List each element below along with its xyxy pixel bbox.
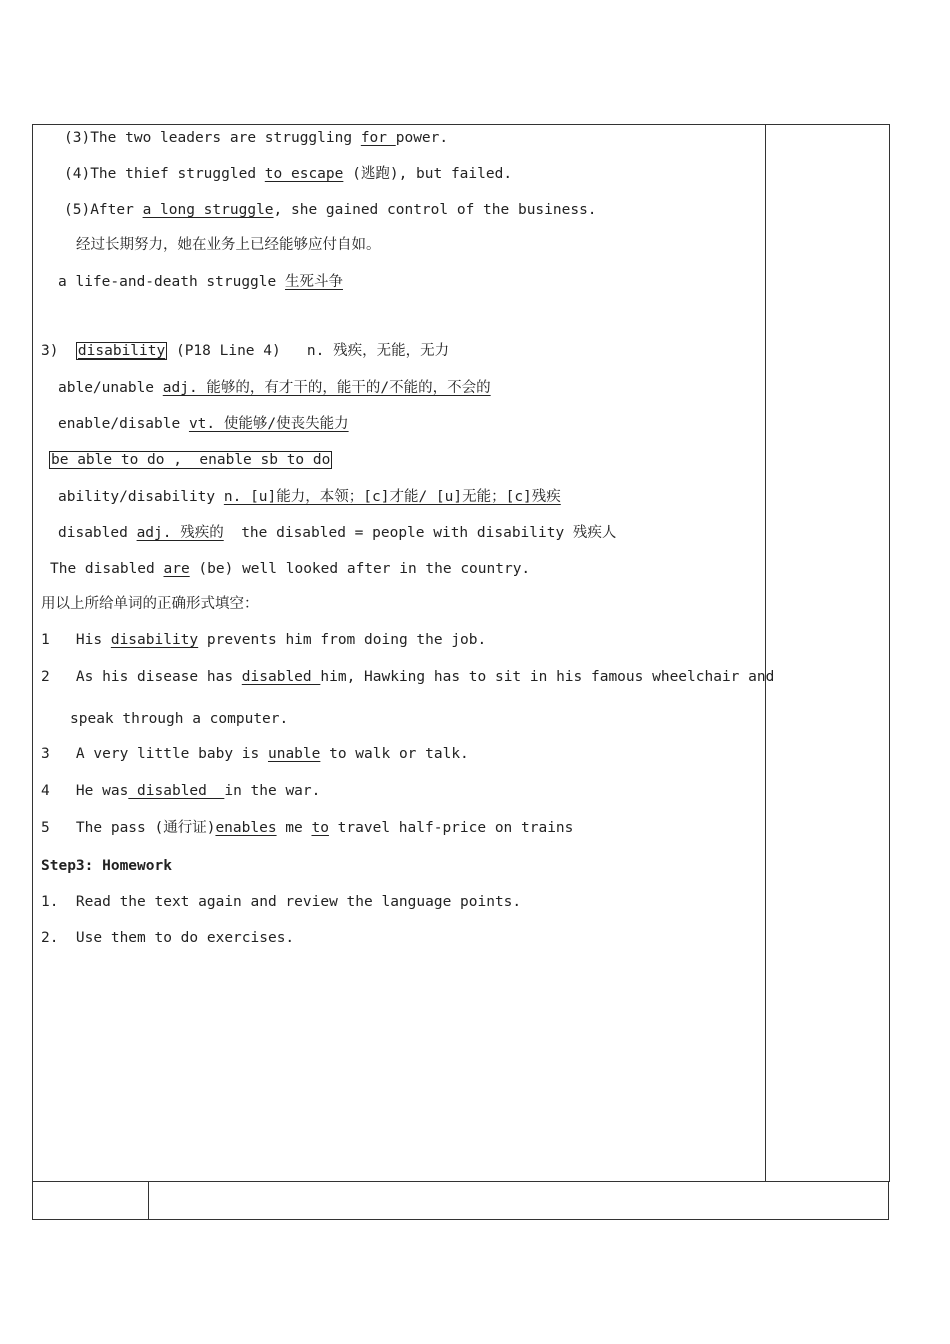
exercise-item-2: 2 As his disease has disabled him, Hawking has to sit in his famous wheelchair and <box>41 669 775 685</box>
exercise-item-1: 1 His disability prevents him from doing the job. <box>41 632 487 648</box>
side-notes-cell <box>765 124 890 1182</box>
exercise-item-5: 5 The pass (通行证)enables me to travel half-price on trains <box>41 820 574 836</box>
homework-item-2: 2. Use them to do exercises. <box>41 930 295 946</box>
disabled-line: disabled adj. 残疾的 the disabled = people with disability 残疾人 <box>58 525 617 541</box>
exercise-instruction: 用以上所给单词的正确形式填空： <box>41 596 259 612</box>
example-sentence-5-translation: 经过长期努力，她在业务上已经能够应付自如。 <box>76 237 381 253</box>
step3-heading: Step3: Homework <box>41 858 172 874</box>
footer-right-cell <box>147 1181 889 1220</box>
example-sentence-4: (4)The thief struggled to escape (逃跑), but failed. <box>64 166 513 182</box>
example-sentence-3: (3)The two leaders are struggling for power. <box>64 130 449 146</box>
footer-left-cell <box>32 1181 149 1220</box>
ability-disability-line: ability/disability n. [u]能力，本领；[c]才能/ [u]无能；[c]残疾 <box>58 489 561 505</box>
life-and-death-phrase: a life-and-death struggle 生死斗争 <box>58 274 343 290</box>
the-disabled-sentence: The disabled are (be) well looked after in the country. <box>50 561 531 577</box>
exercise-item-2-continued: speak through a computer. <box>70 711 289 727</box>
example-sentence-5: (5)After a long struggle, she gained control of the business. <box>64 202 597 218</box>
exercise-item-4: 4 He was disabled in the war. <box>41 783 321 799</box>
vocab-heading-disability: 3) disability (P18 Line 4) n. 残疾，无能，无力 <box>41 343 450 359</box>
exercise-item-3: 3 A very little baby is unable to walk or talk. <box>41 746 469 762</box>
phrase-box: be able to do , enable sb to do <box>51 452 331 468</box>
homework-item-1: 1. Read the text again and review the language points. <box>41 894 522 910</box>
enable-disable-line: enable/disable vt. 使能够/使丧失能力 <box>58 416 349 432</box>
able-unable-line: able/unable adj. 能够的，有才干的，能干的/不能的，不会的 <box>58 380 491 396</box>
